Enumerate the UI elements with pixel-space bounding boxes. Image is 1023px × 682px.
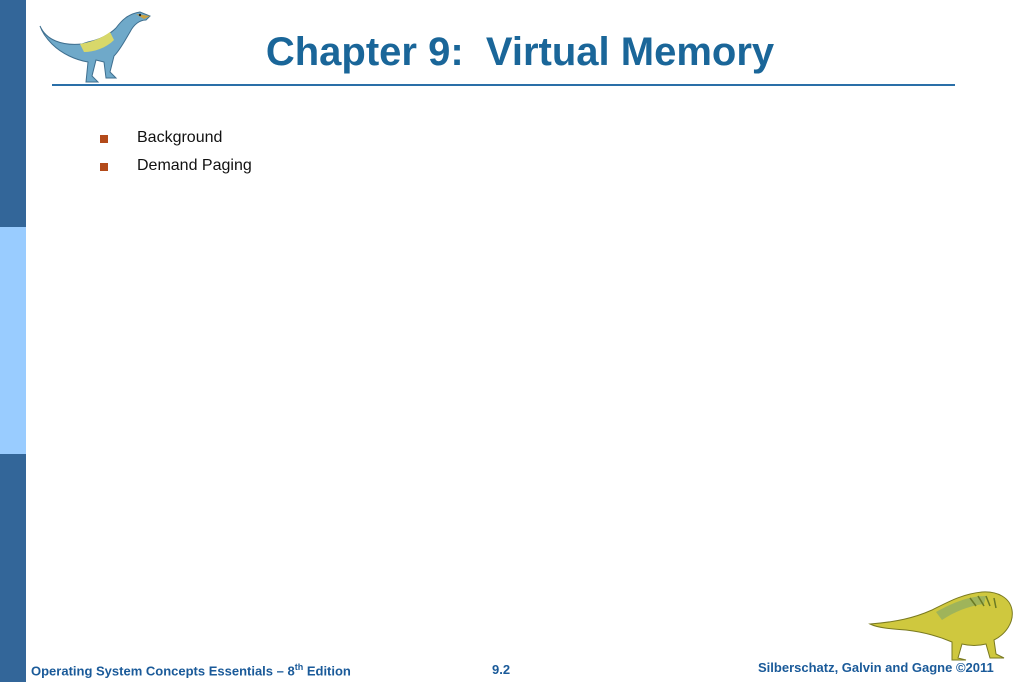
- dinosaur-bottom-icon: [866, 582, 1016, 662]
- footer-book-title-superscript: th: [294, 662, 304, 672]
- footer-copyright: Silberschatz, Galvin and Gagne ©2011: [758, 660, 994, 675]
- left-sidebar: [0, 0, 26, 682]
- sidebar-top-segment: [0, 0, 26, 227]
- bullet-text: Demand Paging: [137, 157, 252, 174]
- sidebar-middle-segment: [0, 227, 26, 454]
- bullet-text: Background: [137, 129, 223, 146]
- sidebar-bottom-segment: [0, 454, 26, 682]
- dinosaur-top-icon: [36, 6, 156, 84]
- footer-book-title: [31, 662, 351, 678]
- square-bullet-icon: [100, 135, 108, 143]
- footer-page-number: 9.2: [492, 662, 511, 677]
- square-bullet-icon: [100, 163, 108, 171]
- slide-title: Chapter 9: Virtual Memory: [265, 30, 775, 74]
- footer-book-title-suffix: Edition: [303, 663, 351, 679]
- footer-book-title-prefix: Operating System Concepts Essentials – 8: [31, 663, 295, 679]
- title-divider: [52, 84, 955, 86]
